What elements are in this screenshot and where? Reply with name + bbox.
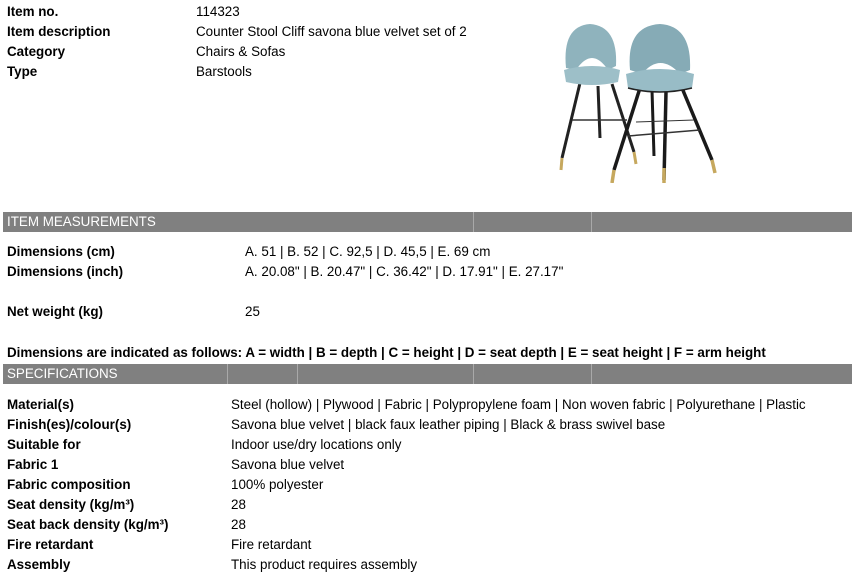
spec-value: Savona blue velvet	[231, 457, 345, 472]
type-label: Type	[7, 64, 38, 79]
spec-label: Suitable for	[7, 437, 81, 452]
spec-row-fire-retardant	[0, 535, 852, 555]
dimensions-inch-value: A. 20.08" | B. 20.47" | C. 36.42" | D. 17.91" | E. 27.17"	[245, 264, 564, 279]
dimensions-legend-note: Dimensions are indicated as follows: A = width | B = depth | C = height | D = seat depth | E = seat height | F = arm height	[7, 345, 766, 360]
category-value: Chairs & Sofas	[196, 44, 286, 59]
spec-row-materials	[0, 395, 852, 415]
dimensions-cm-row	[0, 242, 852, 262]
spec-row-fabric-composition	[0, 475, 852, 495]
spec-row-finishes	[0, 415, 852, 435]
spec-row-fabric-1	[0, 455, 852, 475]
spec-label: Fire retardant	[7, 537, 94, 552]
dimensions-cm-value: A. 51 | B. 52 | C. 92,5 | D. 45,5 | E. 69 cm	[245, 244, 491, 259]
spec-label: Finish(es)/colour(s)	[7, 417, 132, 432]
item-no-value: 114323	[196, 4, 240, 19]
item-description-value: Counter Stool Cliff savona blue velvet set of 2	[196, 24, 467, 39]
band-divider	[591, 212, 592, 232]
spec-value: 100% polyester	[231, 477, 324, 492]
spec-value: Fire retardant	[231, 537, 312, 552]
spec-row-suitable-for	[0, 435, 852, 455]
band-divider	[473, 212, 474, 232]
net-weight-row	[0, 302, 852, 322]
item-measurements-heading-text: ITEM MEASUREMENTS	[7, 214, 156, 229]
spec-label: Material(s)	[7, 397, 74, 412]
net-weight-value: 25	[245, 304, 260, 319]
dimensions-cm-label: Dimensions (cm)	[7, 244, 115, 259]
spec-label: Assembly	[7, 557, 71, 572]
type-row	[0, 62, 852, 82]
item-description-label: Item description	[7, 24, 111, 39]
spec-label: Fabric 1	[7, 457, 59, 472]
category-label: Category	[7, 44, 66, 59]
band-divider	[473, 364, 474, 384]
band-divider	[297, 364, 298, 384]
back-stool	[561, 24, 636, 170]
spec-label: Seat density (kg/m³)	[7, 497, 135, 512]
spec-value: Savona blue velvet | black faux leather piping | Black & brass swivel base	[231, 417, 666, 432]
item-no-label: Item no.	[7, 4, 59, 19]
item-measurements-heading	[3, 212, 852, 232]
specifications-heading-text: SPECIFICATIONS	[7, 366, 118, 381]
spec-label: Seat back density (kg/m³)	[7, 517, 169, 532]
item-no-row	[0, 2, 852, 22]
band-divider	[591, 364, 592, 384]
spec-value: This product requires assembly	[231, 557, 418, 572]
spec-value: Indoor use/dry locations only	[231, 437, 402, 452]
spec-row-seat-back-density	[0, 515, 852, 535]
spec-label: Fabric composition	[7, 477, 131, 492]
product-image	[552, 18, 724, 183]
spec-value: 28	[231, 517, 246, 532]
dimensions-inch-row	[0, 262, 852, 282]
specifications-heading	[3, 364, 852, 384]
dimensions-inch-label: Dimensions (inch)	[7, 264, 124, 279]
category-row	[0, 42, 852, 62]
net-weight-label: Net weight (kg)	[7, 304, 103, 319]
front-stool	[612, 24, 715, 183]
spec-value: Steel (hollow) | Plywood | Fabric | Polypropylene foam | Non woven fabric | Polyurethane | Plastic	[231, 397, 806, 412]
spec-value: 28	[231, 497, 246, 512]
item-description-row	[0, 22, 852, 42]
band-divider	[227, 364, 228, 384]
type-value: Barstools	[196, 64, 252, 79]
spec-row-seat-density	[0, 495, 852, 515]
spec-row-assembly	[0, 555, 852, 575]
